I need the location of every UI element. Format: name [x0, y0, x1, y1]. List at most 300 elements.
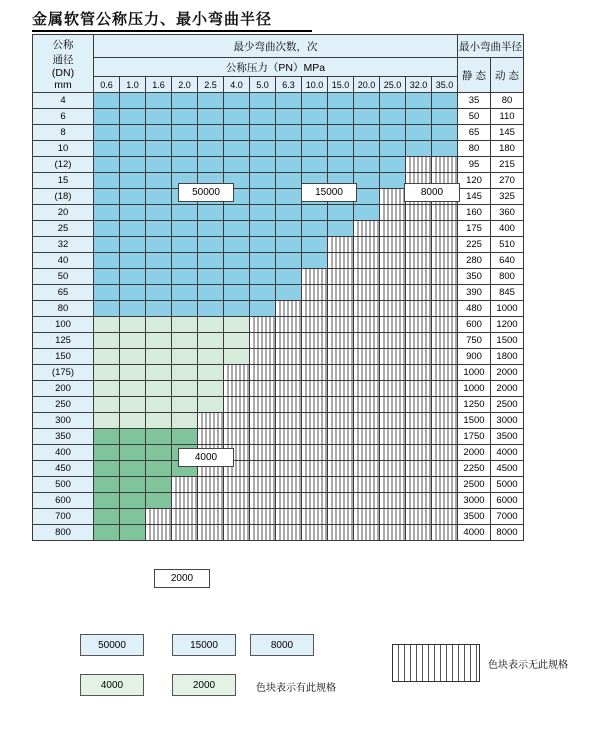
- spec-cell: [198, 525, 224, 541]
- table-head: [33, 35, 524, 93]
- spec-cell: [172, 493, 198, 509]
- spec-cell: [406, 525, 432, 541]
- spec-cell: [172, 269, 198, 285]
- dn-value: 20: [33, 205, 94, 221]
- spec-cell: [198, 157, 224, 173]
- spec-cell: [198, 509, 224, 525]
- spec-cell: [354, 381, 380, 397]
- spec-cell: [146, 205, 172, 221]
- dynamic-radius-value: 1000: [491, 301, 524, 317]
- spec-cell: [302, 333, 328, 349]
- spec-cell: [94, 301, 120, 317]
- dynamic-radius-value: 360: [491, 205, 524, 221]
- spec-cell: [198, 397, 224, 413]
- spec-cell: [172, 285, 198, 301]
- spec-cell: [250, 93, 276, 109]
- spec-cell: [250, 189, 276, 205]
- pressure-col-header: 32.0: [406, 77, 432, 93]
- spec-cell: [354, 205, 380, 221]
- static-radius-value: 3000: [458, 493, 491, 509]
- table-row: [33, 317, 524, 333]
- spec-cell: [276, 93, 302, 109]
- spec-cell: [198, 413, 224, 429]
- dynamic-radius-value: 2500: [491, 397, 524, 413]
- dynamic-radius-value: 845: [491, 285, 524, 301]
- spec-cell: [432, 205, 458, 221]
- spec-cell: [380, 317, 406, 333]
- spec-cell: [120, 317, 146, 333]
- spec-cell: [328, 525, 354, 541]
- spec-cell: [406, 429, 432, 445]
- spec-cell: [380, 173, 406, 189]
- spec-cell: [224, 381, 250, 397]
- spec-cell: [224, 509, 250, 525]
- spec-cell: [380, 461, 406, 477]
- spec-cell: [250, 205, 276, 221]
- spec-cell: [328, 269, 354, 285]
- title-underline: [32, 30, 312, 32]
- spec-cell: [406, 93, 432, 109]
- spec-cell: [302, 269, 328, 285]
- spec-cell: [380, 285, 406, 301]
- spec-cell: [250, 397, 276, 413]
- spec-cell: [120, 381, 146, 397]
- spec-cell: [120, 189, 146, 205]
- spec-cell: [94, 477, 120, 493]
- dynamic-radius-value: 800: [491, 269, 524, 285]
- spec-cell: [120, 269, 146, 285]
- pressure-col-header: 5.0: [250, 77, 276, 93]
- spec-cell: [328, 285, 354, 301]
- spec-cell: [328, 125, 354, 141]
- spec-cell: [328, 477, 354, 493]
- pressure-col-header: 2.0: [172, 77, 198, 93]
- spec-cell: [276, 461, 302, 477]
- spec-cell: [120, 429, 146, 445]
- dynamic-radius-value: 1800: [491, 349, 524, 365]
- spec-cell: [354, 509, 380, 525]
- spec-cell: [380, 445, 406, 461]
- spec-cell: [198, 125, 224, 141]
- spec-cell: [120, 237, 146, 253]
- spec-cell: [432, 477, 458, 493]
- spec-cell: [172, 525, 198, 541]
- spec-cell: [224, 365, 250, 381]
- spec-cell: [432, 445, 458, 461]
- spec-cell: [224, 477, 250, 493]
- dynamic-radius-value: 3000: [491, 413, 524, 429]
- spec-cell: [432, 285, 458, 301]
- table-row: [33, 301, 524, 317]
- pressure-col-header: 35.0: [432, 77, 458, 93]
- spec-cell: [328, 461, 354, 477]
- dynamic-radius-value: 180: [491, 141, 524, 157]
- spec-cell: [432, 301, 458, 317]
- spec-cell: [432, 509, 458, 525]
- spec-cell: [224, 429, 250, 445]
- spec-cell: [120, 525, 146, 541]
- spec-cell: [224, 525, 250, 541]
- dynamic-header: 动 态: [491, 58, 524, 93]
- spec-cell: [120, 301, 146, 317]
- spec-cell: [276, 253, 302, 269]
- spec-cell: [328, 381, 354, 397]
- spec-cell: [250, 493, 276, 509]
- spec-cell: [198, 93, 224, 109]
- static-radius-value: 80: [458, 141, 491, 157]
- spec-cell: [172, 157, 198, 173]
- spec-cell: [250, 509, 276, 525]
- dn-value: 8: [33, 125, 94, 141]
- dn-value: 150: [33, 349, 94, 365]
- spec-cell: [198, 205, 224, 221]
- cycle-count-label: 50000: [178, 183, 234, 202]
- dynamic-radius-value: 1500: [491, 333, 524, 349]
- spec-cell: [276, 349, 302, 365]
- spec-cell: [120, 509, 146, 525]
- spec-cell: [120, 221, 146, 237]
- spec-cell: [328, 205, 354, 221]
- table-row: [33, 109, 524, 125]
- spec-cell: [406, 237, 432, 253]
- min-radius-header: 最小弯曲半径: [458, 35, 524, 58]
- spec-cell: [432, 221, 458, 237]
- spec-cell: [120, 493, 146, 509]
- spec-cell: [198, 493, 224, 509]
- spec-cell: [172, 221, 198, 237]
- table-row: [33, 477, 524, 493]
- spec-cell: [146, 253, 172, 269]
- static-radius-value: 3500: [458, 509, 491, 525]
- spec-cell: [276, 301, 302, 317]
- dn-value: 100: [33, 317, 94, 333]
- spec-cell: [432, 317, 458, 333]
- spec-cell: [276, 397, 302, 413]
- spec-cell: [432, 253, 458, 269]
- spec-cell: [224, 221, 250, 237]
- spec-cell: [406, 109, 432, 125]
- spec-cell: [224, 493, 250, 509]
- spec-cell: [276, 317, 302, 333]
- spec-cell: [328, 429, 354, 445]
- static-radius-value: 4000: [458, 525, 491, 541]
- spec-cell: [172, 397, 198, 413]
- spec-cell: [94, 445, 120, 461]
- spec-cell: [432, 333, 458, 349]
- spec-cell: [250, 301, 276, 317]
- spec-cell: [276, 445, 302, 461]
- spec-cell: [172, 125, 198, 141]
- table-row: [33, 157, 524, 173]
- spec-cell: [120, 413, 146, 429]
- spec-cell: [250, 317, 276, 333]
- spec-cell: [250, 525, 276, 541]
- static-radius-value: 35: [458, 93, 491, 109]
- spec-cell: [94, 493, 120, 509]
- spec-cell: [380, 125, 406, 141]
- spec-cell: [380, 381, 406, 397]
- table-row: [33, 285, 524, 301]
- spec-cell: [224, 93, 250, 109]
- spec-cell: [406, 221, 432, 237]
- spec-cell: [328, 509, 354, 525]
- spec-cell: [146, 189, 172, 205]
- legend-chip: 15000: [172, 634, 236, 656]
- spec-cell: [302, 237, 328, 253]
- spec-cell: [380, 493, 406, 509]
- spec-cell: [380, 525, 406, 541]
- spec-cell: [94, 349, 120, 365]
- spec-cell: [146, 365, 172, 381]
- spec-cell: [380, 205, 406, 221]
- spec-cell: [406, 477, 432, 493]
- spec-cell: [250, 109, 276, 125]
- spec-cell: [406, 365, 432, 381]
- spec-cell: [224, 317, 250, 333]
- spec-cell: [302, 429, 328, 445]
- spec-cell: [224, 285, 250, 301]
- legend-color-note: 色块表示有此规格: [256, 683, 336, 694]
- spec-cell: [198, 221, 224, 237]
- spec-cell: [120, 365, 146, 381]
- spec-cell: [94, 509, 120, 525]
- table-row: [33, 381, 524, 397]
- spec-cell: [94, 381, 120, 397]
- spec-cell: [380, 413, 406, 429]
- spec-cell: [224, 237, 250, 253]
- dynamic-radius-value: 215: [491, 157, 524, 173]
- pressure-col-header: 1.0: [120, 77, 146, 93]
- spec-cell: [198, 253, 224, 269]
- page-title: 金属软管公称压力、最小弯曲半径: [32, 12, 273, 28]
- spec-cell: [302, 253, 328, 269]
- dn-value: 400: [33, 445, 94, 461]
- spec-cell: [406, 333, 432, 349]
- pressure-col-header: 4.0: [224, 77, 250, 93]
- spec-cell: [94, 285, 120, 301]
- spec-cell: [146, 509, 172, 525]
- spec-cell: [94, 397, 120, 413]
- spec-cell: [276, 413, 302, 429]
- dn-value: 700: [33, 509, 94, 525]
- table-row: [33, 365, 524, 381]
- table-row: [33, 93, 524, 109]
- spec-cell: [146, 525, 172, 541]
- spec-cell: [198, 141, 224, 157]
- spec-cell: [406, 301, 432, 317]
- spec-cell: [380, 509, 406, 525]
- spec-cell: [146, 317, 172, 333]
- spec-cell: [146, 397, 172, 413]
- table-row: [33, 413, 524, 429]
- table-row: [33, 141, 524, 157]
- spec-cell: [224, 333, 250, 349]
- spec-cell: [94, 237, 120, 253]
- spec-cell: [146, 173, 172, 189]
- dynamic-radius-value: 510: [491, 237, 524, 253]
- spec-cell: [380, 397, 406, 413]
- static-radius-value: 120: [458, 173, 491, 189]
- dn-header-cell: [33, 35, 94, 93]
- spec-cell: [302, 125, 328, 141]
- pressure-col-header: 1.6: [146, 77, 172, 93]
- spec-cell: [432, 413, 458, 429]
- spec-cell: [380, 237, 406, 253]
- dn-value: 500: [33, 477, 94, 493]
- spec-cell: [276, 221, 302, 237]
- table-head-row-1: [33, 35, 524, 58]
- dynamic-radius-value: 2000: [491, 381, 524, 397]
- spec-cell: [328, 301, 354, 317]
- pressure-col-header: 15.0: [328, 77, 354, 93]
- static-radius-value: 160: [458, 205, 491, 221]
- spec-cell: [302, 397, 328, 413]
- spec-cell: [328, 221, 354, 237]
- spec-cell: [146, 477, 172, 493]
- table-row: [33, 333, 524, 349]
- dn-value: (18): [33, 189, 94, 205]
- spec-cell: [354, 397, 380, 413]
- spec-cell: [354, 493, 380, 509]
- spec-cell: [432, 125, 458, 141]
- spec-cell: [94, 189, 120, 205]
- spec-cell: [380, 93, 406, 109]
- spec-cell: [172, 237, 198, 253]
- spec-cell: [328, 157, 354, 173]
- spec-cell: [276, 157, 302, 173]
- dynamic-radius-value: 3500: [491, 429, 524, 445]
- spec-cell: [172, 413, 198, 429]
- spec-cell: [146, 493, 172, 509]
- spec-cell: [198, 365, 224, 381]
- table-head-row-2: [33, 58, 524, 77]
- spec-cell: [380, 221, 406, 237]
- static-radius-value: 750: [458, 333, 491, 349]
- spec-cell: [198, 429, 224, 445]
- dn-header-line-4: mm: [54, 78, 72, 91]
- dn-value: 25: [33, 221, 94, 237]
- pressure-col-header: 2.5: [198, 77, 224, 93]
- dynamic-radius-value: 2000: [491, 365, 524, 381]
- spec-cell: [354, 237, 380, 253]
- dn-value: 800: [33, 525, 94, 541]
- spec-cell: [250, 333, 276, 349]
- spec-cell: [276, 125, 302, 141]
- static-radius-value: 2250: [458, 461, 491, 477]
- table-body: [33, 93, 524, 541]
- static-radius-value: 390: [458, 285, 491, 301]
- legend-chip: 4000: [80, 674, 144, 696]
- spec-cell: [406, 493, 432, 509]
- spec-cell: [146, 381, 172, 397]
- table-row: [33, 445, 524, 461]
- cycle-count-label: 4000: [178, 448, 234, 467]
- spec-cell: [354, 317, 380, 333]
- spec-cell: [120, 253, 146, 269]
- spec-cell: [406, 285, 432, 301]
- spec-cell: [328, 237, 354, 253]
- static-radius-value: 1000: [458, 365, 491, 381]
- spec-cell: [146, 141, 172, 157]
- static-radius-value: 95: [458, 157, 491, 173]
- spec-cell: [380, 109, 406, 125]
- spec-cell: [302, 285, 328, 301]
- table-row: [33, 221, 524, 237]
- static-radius-value: 50: [458, 109, 491, 125]
- spec-cell: [250, 461, 276, 477]
- spec-cell: [172, 317, 198, 333]
- spec-cell: [276, 365, 302, 381]
- spec-cell: [380, 477, 406, 493]
- dn-value: 32: [33, 237, 94, 253]
- spec-cell: [224, 301, 250, 317]
- legend-chip: 2000: [172, 674, 236, 696]
- spec-cell: [432, 397, 458, 413]
- spec-cell: [250, 285, 276, 301]
- spec-cell: [354, 173, 380, 189]
- spec-cell: [224, 157, 250, 173]
- dn-value: 80: [33, 301, 94, 317]
- spec-cell: [94, 109, 120, 125]
- spec-cell: [94, 429, 120, 445]
- spec-cell: [146, 301, 172, 317]
- dynamic-radius-value: 400: [491, 221, 524, 237]
- spec-cell: [276, 333, 302, 349]
- spec-cell: [224, 349, 250, 365]
- dynamic-radius-value: 8000: [491, 525, 524, 541]
- spec-cell: [250, 413, 276, 429]
- spec-cell: [250, 445, 276, 461]
- spec-cell: [250, 173, 276, 189]
- spec-cell: [120, 93, 146, 109]
- dn-value: 6: [33, 109, 94, 125]
- spec-cell: [94, 413, 120, 429]
- dn-value: 250: [33, 397, 94, 413]
- static-radius-value: 2000: [458, 445, 491, 461]
- spec-cell: [354, 413, 380, 429]
- spec-cell: [354, 477, 380, 493]
- spec-cell: [432, 141, 458, 157]
- spec-cell: [276, 141, 302, 157]
- table-head-row-3: [33, 77, 524, 93]
- dn-value: 65: [33, 285, 94, 301]
- spec-cell: [432, 493, 458, 509]
- spec-cell: [380, 253, 406, 269]
- static-radius-value: 350: [458, 269, 491, 285]
- spec-cell: [380, 333, 406, 349]
- static-radius-value: 900: [458, 349, 491, 365]
- spec-cell: [250, 221, 276, 237]
- spec-cell: [94, 157, 120, 173]
- spec-cell: [302, 93, 328, 109]
- dn-value: 200: [33, 381, 94, 397]
- spec-cell: [406, 445, 432, 461]
- spec-cell: [354, 141, 380, 157]
- spec-cell: [380, 429, 406, 445]
- table-row: [33, 509, 524, 525]
- table-row: [33, 125, 524, 141]
- spec-cell: [120, 445, 146, 461]
- spec-cell: [302, 317, 328, 333]
- spec-cell: [198, 317, 224, 333]
- dynamic-radius-value: 4000: [491, 445, 524, 461]
- spec-cell: [406, 461, 432, 477]
- spec-cell: [146, 157, 172, 173]
- spec-cell: [146, 429, 172, 445]
- spec-cell: [250, 237, 276, 253]
- spec-cell: [276, 205, 302, 221]
- static-radius-value: 1000: [458, 381, 491, 397]
